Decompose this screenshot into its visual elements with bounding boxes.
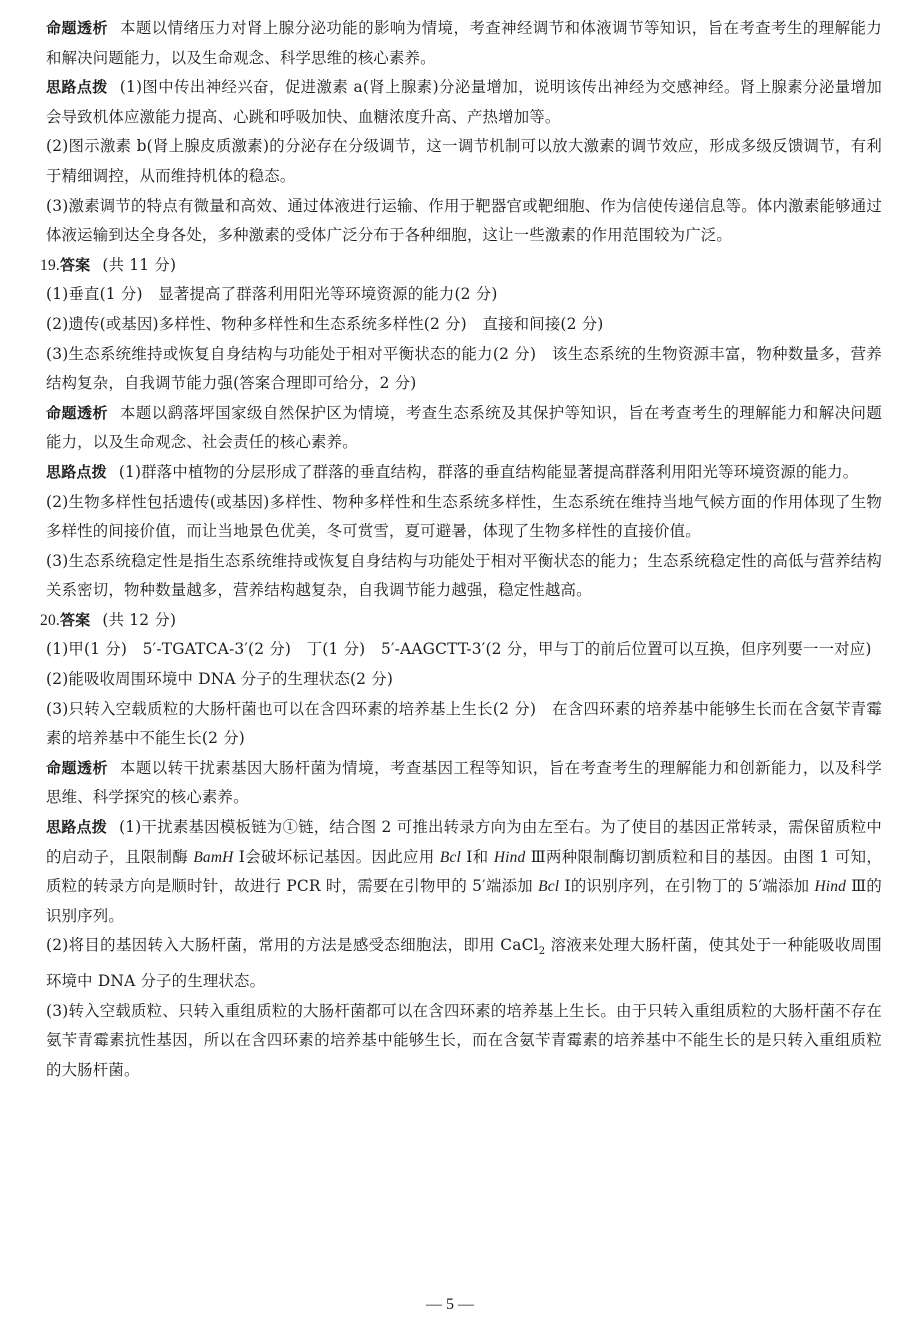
intent-label: 命题透析 xyxy=(46,758,108,777)
q20-hint-3: (3)转入空载质粒、只转入重组质粒的大肠杆菌都可以在含四环素的培养基上生长。由于只转入重组质粒的大肠杆菌不存在氨苄青霉素抗性基因，所以在含四环素的培养基中能够生长，而在含氨苄青霉素的培养基中不能生长的是只转入重组质粒的大肠杆菌。 xyxy=(46,1001,882,1079)
q19-hint-2: (2)生物多样性包括遗传(或基因)多样性、物种多样性和生态系统多样性，生态系统在维持当地气候方面的作用体现了生物多样性的间接价值，而让当地景色优美，冬可赏雪，夏可避暑，体现了生物多样性的直接价值。 xyxy=(46,492,882,541)
intent-label: 命题透析 xyxy=(46,403,108,422)
q18-hint-1 xyxy=(46,73,882,132)
q20-intent-text: 本题以转干扰素基因大肠杆菌为情境，考查基因工程等知识，旨在考查考生的理解能力和创新能力，以及科学思维、科学探究的核心素养。 xyxy=(46,758,882,807)
q20-hint-2 xyxy=(46,931,882,996)
q20-header xyxy=(40,606,882,636)
hint-label: 思路点拨 xyxy=(46,78,108,97)
q18-hint-1-text: (1)图中传出神经兴奋，促进激素 a(肾上腺素)分泌量增加，说明该传出神经为交感神经。肾上腺素分泌量增加会导致机体应激能力提高、心跳和呼吸加快、血糖浓度升高、产热增加等。 xyxy=(46,78,882,126)
q19-hint-3: (3)生态系统稳定性是指生态系统维持或恢复自身结构与功能处于相对平衡状态的能力；生态系统稳定性的高低与营养结构关系密切，物种数量越多，营养结构越复杂，自我调节能力越强，稳定性越高。 xyxy=(46,551,882,600)
q20-intent xyxy=(46,754,882,813)
cacl2-subscript: 2 xyxy=(538,946,546,958)
answer-page xyxy=(40,14,882,1085)
hint-label: 思路点拨 xyxy=(46,818,108,837)
q19-answer-1: (1)垂直(1 分) 显著提高了群落利用阳光等环境资源的能力(2 分) xyxy=(46,285,498,304)
q20-hint-1-part-c: Ⅰ和 xyxy=(461,847,494,866)
q18-hint-3: (3)激素调节的特点有微量和高效、通过体液进行运输、作用于靶器官或靶细胞、作为信使传递信息等。体内激素能够通过体液运输到达全身各处，多种激素的受体广泛分布于各种细胞，这让一些激素的作用范围较为广泛。 xyxy=(46,196,882,245)
q20-answer-3: (3)只转入空载质粒的大肠杆菌也可以在含四环素的培养基上生长(2 分) 在含四环素的培养基中能够生长而在含氨苄青霉素的培养基中不能生长(2 分) xyxy=(46,699,882,748)
q19-answer-2: (2)遗传(或基因)多样性、物种多样性和生态系统多样性(2 分) 直接和间接(2 分) xyxy=(46,314,604,333)
q19-intent xyxy=(46,399,882,458)
q20-points: (共 12 分) xyxy=(102,610,177,629)
enzyme-hind-2: Hind xyxy=(814,878,847,896)
q20-hint-1-part-b: Ⅰ会破坏标记基因。因此应用 xyxy=(233,847,440,866)
page-number: — 5 — xyxy=(426,1296,474,1313)
enzyme-bcli-2: Bcl xyxy=(538,878,560,896)
q20-hint-1-part-d: Ⅲ两种限制酶切割质粒和目的基因。由图 1 可知，质粒的转录方向是顺时针，故进行 PCR 时，需要在引物甲的 5′端添加 xyxy=(46,847,882,896)
q19-number: 19. xyxy=(40,256,60,274)
enzyme-bcli: Bcl xyxy=(439,848,462,866)
intent-label: 命题透析 xyxy=(46,19,108,37)
q18-intent xyxy=(46,14,882,73)
q19-header xyxy=(40,251,882,281)
q18-intent-text: 本题以情绪压力对肾上腺分泌功能的影响为情境，考查神经调节和体液调节等知识，旨在考查考生的理解能力和解决问题能力，以及生命观念、科学思维的核心素养。 xyxy=(46,19,882,67)
q20-hint-1-part-e: Ⅰ的识别序列，在引物丁的 5′端添加 xyxy=(559,877,815,896)
enzyme-bamhi: BamH xyxy=(193,848,234,866)
q20-hint-1 xyxy=(46,813,882,931)
q20-hint-1-part-f: Ⅲ的识别序列。 xyxy=(46,877,882,925)
q18-hint-2: (2)图示激素 b(肾上腺皮质激素)的分泌存在分级调节，这一调节机制可以放大激素的调节效应，形成多级反馈调节，有利于精细调控，从而维持机体的稳态。 xyxy=(46,137,882,185)
q19-intent-text: 本题以鹞落坪国家级自然保护区为情境，考查生态系统及其保护等知识，旨在考查考生的理解能力和解决问题能力，以及生命观念、社会责任的核心素养。 xyxy=(46,403,882,452)
enzyme-hind: Hind xyxy=(493,848,526,866)
q20-answer-2: (2)能吸收周围环境中 DNA 分子的生理状态(2 分) xyxy=(46,670,394,689)
q20-answer-1: (1)甲(1 分) 5′-TGATCA-3′(2 分) 丁(1 分) 5′-AAGCTT-3′(2 分，甲与丁的前后位置可以互换，但序列要一一对应) xyxy=(46,640,872,659)
q19-hint-1 xyxy=(46,458,882,488)
hint-label: 思路点拨 xyxy=(46,462,107,481)
q20-hint-2-part-a: (2)将目的基因转入大肠杆菌，常用的方法是感受态细胞法，即用 CaCl xyxy=(46,936,539,955)
q20-hint-2-part-b: 溶液来处理大肠杆菌，使其处于一种能吸收周围环境中 DNA 分子的生理状态。 xyxy=(46,936,882,991)
q20-hint-1-part-a: (1)干扰素基因模板链为①链，结合图 2 可推出转录方向为由左至右。为了使目的基因正常转录，需保留质粒中的启动子，且限制酶 xyxy=(46,818,882,866)
q20-number: 20. xyxy=(40,611,60,629)
q19-points: (共 11 分) xyxy=(102,255,177,274)
q19-answer-3: (3)生态系统维持或恢复自身结构与功能处于相对平衡状态的能力(2 分) 该生态系统的生物资源丰富，物种数量多，营养结构复杂，自我调节能力强(答案合理即可给分，2 分) xyxy=(46,344,882,393)
answer-label: 答案 xyxy=(59,610,91,629)
q19-hint-1-text: (1)群落中植物的分层形成了群落的垂直结构，群落的垂直结构能显著提高群落利用阳光等环境资源的能力。 xyxy=(118,462,859,481)
answer-label: 答案 xyxy=(59,255,91,274)
